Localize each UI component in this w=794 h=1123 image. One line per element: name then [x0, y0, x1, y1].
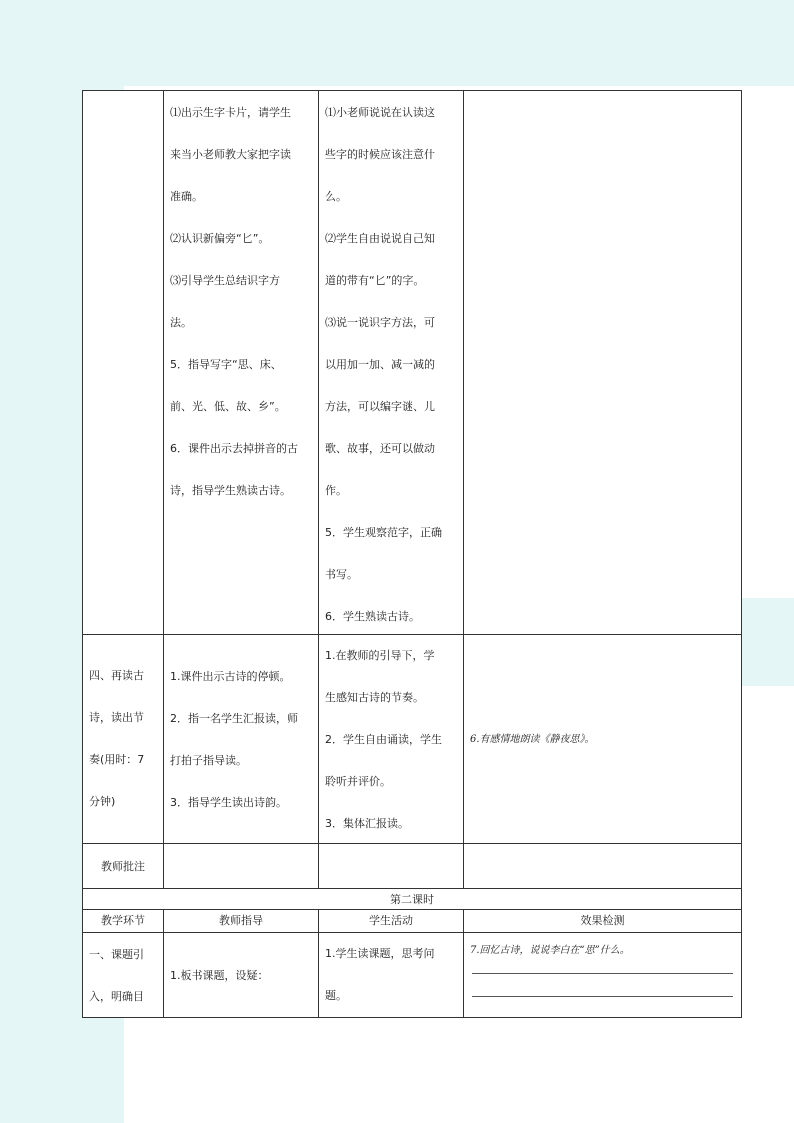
- review-cell: [163, 843, 318, 888]
- text-line: ⑶说一说识字方法，可: [325, 316, 435, 329]
- review-label: 教师批注: [101, 860, 145, 873]
- text-line: 一、课题引: [89, 948, 144, 961]
- text-line: 6．课件出示去掉拼音的古: [170, 442, 298, 455]
- text-line: 5．学生观察范字，正确: [325, 526, 442, 539]
- text-line: 1.课件出示古诗的停顿。: [170, 670, 291, 683]
- text-line: 诗，读出节: [89, 711, 144, 724]
- header-stage: [82, 909, 163, 932]
- column-header: 教师指导: [219, 914, 263, 927]
- text-line: 2．学生自由诵读，学生: [325, 733, 442, 746]
- text-line: 5．指导写字“思、床、: [170, 358, 282, 371]
- text-line: 作。: [325, 484, 347, 497]
- text-line: 准确。: [170, 190, 203, 203]
- effect-check-cell: [463, 634, 742, 843]
- stage-cell-empty: [82, 90, 163, 634]
- lesson-plan-table: [82, 90, 742, 1018]
- teacher-guidance-cell: [163, 90, 318, 634]
- text-line: 3．集体汇报读。: [325, 817, 409, 830]
- section-title: 第二课时: [390, 893, 434, 906]
- text-line: ⑶引导学生总结识字方: [170, 274, 280, 287]
- text-line: 道的带有“匕”的字。: [325, 274, 425, 287]
- text-line: 分钟): [89, 795, 116, 808]
- teacher-guidance-cell: [163, 634, 318, 843]
- text-line: 生感知古诗的节奏。: [325, 691, 424, 704]
- text-line: ⑴出示生字卡片，请学生: [170, 106, 291, 119]
- column-header: 效果检测: [580, 914, 625, 927]
- text-line: ⑵认识新偏旁“匕”。: [170, 232, 270, 245]
- background-band-right: [742, 598, 794, 686]
- check-question: 7.回忆古诗，说说李白在“思”什么。: [470, 945, 630, 956]
- text-line: 方法，可以编字谜、儿: [325, 400, 435, 413]
- text-line: 题。: [325, 989, 347, 1002]
- text-line: ⑴小老师说说在认读这: [325, 106, 435, 119]
- text-line: 书写。: [325, 568, 358, 581]
- text-line: 法。: [170, 316, 192, 329]
- stage-cell-reread: [82, 634, 163, 843]
- text-line: 奏(用时：7: [89, 753, 145, 766]
- teacher-guidance-cell: [163, 932, 318, 1018]
- text-line: 诗，指导学生熟读古诗。: [170, 484, 291, 497]
- column-header: 教学环节: [101, 914, 145, 927]
- text-line: 6．学生熟读古诗。: [325, 610, 420, 623]
- review-label-cell: [82, 843, 163, 888]
- effect-check-cell: [463, 932, 742, 1018]
- student-activity-cell: [318, 634, 463, 843]
- effect-check-cell-empty: [463, 90, 742, 634]
- student-activity-cell: [318, 90, 463, 634]
- review-cell: [463, 843, 742, 888]
- text-line: 些字的时候应该注意什: [325, 148, 435, 161]
- text-line: 2．指一名学生汇报读，师: [170, 712, 298, 725]
- answer-line[interactable]: [472, 996, 733, 997]
- lesson-two-title-cell: [82, 888, 742, 909]
- column-header: 学生活动: [369, 914, 413, 927]
- text-line: 么。: [325, 190, 347, 203]
- text-line: 入，明确目: [89, 990, 144, 1003]
- answer-line[interactable]: [472, 973, 733, 974]
- review-cell: [318, 843, 463, 888]
- text-line: 1.学生读课题，思考问: [325, 947, 435, 960]
- text-line: 歌、故事，还可以做动: [325, 442, 435, 455]
- text-line: 1.板书课题，设疑：: [170, 969, 269, 982]
- student-activity-cell: [318, 932, 463, 1018]
- text-line: 打拍子指导读。: [170, 754, 247, 767]
- text-line: ⑵学生自由说说自己知: [325, 232, 435, 245]
- text-line: 来当小老师教大家把字读: [170, 148, 291, 161]
- header-student: [318, 909, 463, 932]
- text-line: 四、再读古: [89, 669, 144, 682]
- check-question: 6.有感情地朗读《静夜思》。: [470, 734, 595, 745]
- text-line: 前、光、低、故、乡”。: [170, 400, 286, 413]
- stage-cell-intro: [82, 932, 163, 1018]
- text-line: 以用加一加、减一减的: [325, 358, 435, 371]
- header-teacher: [163, 909, 318, 932]
- text-line: 聆听并评价。: [325, 775, 391, 788]
- text-line: 1.在教师的引导下，学: [325, 649, 435, 662]
- header-check: [463, 909, 742, 932]
- text-line: 3．指导学生读出诗韵。: [170, 796, 287, 809]
